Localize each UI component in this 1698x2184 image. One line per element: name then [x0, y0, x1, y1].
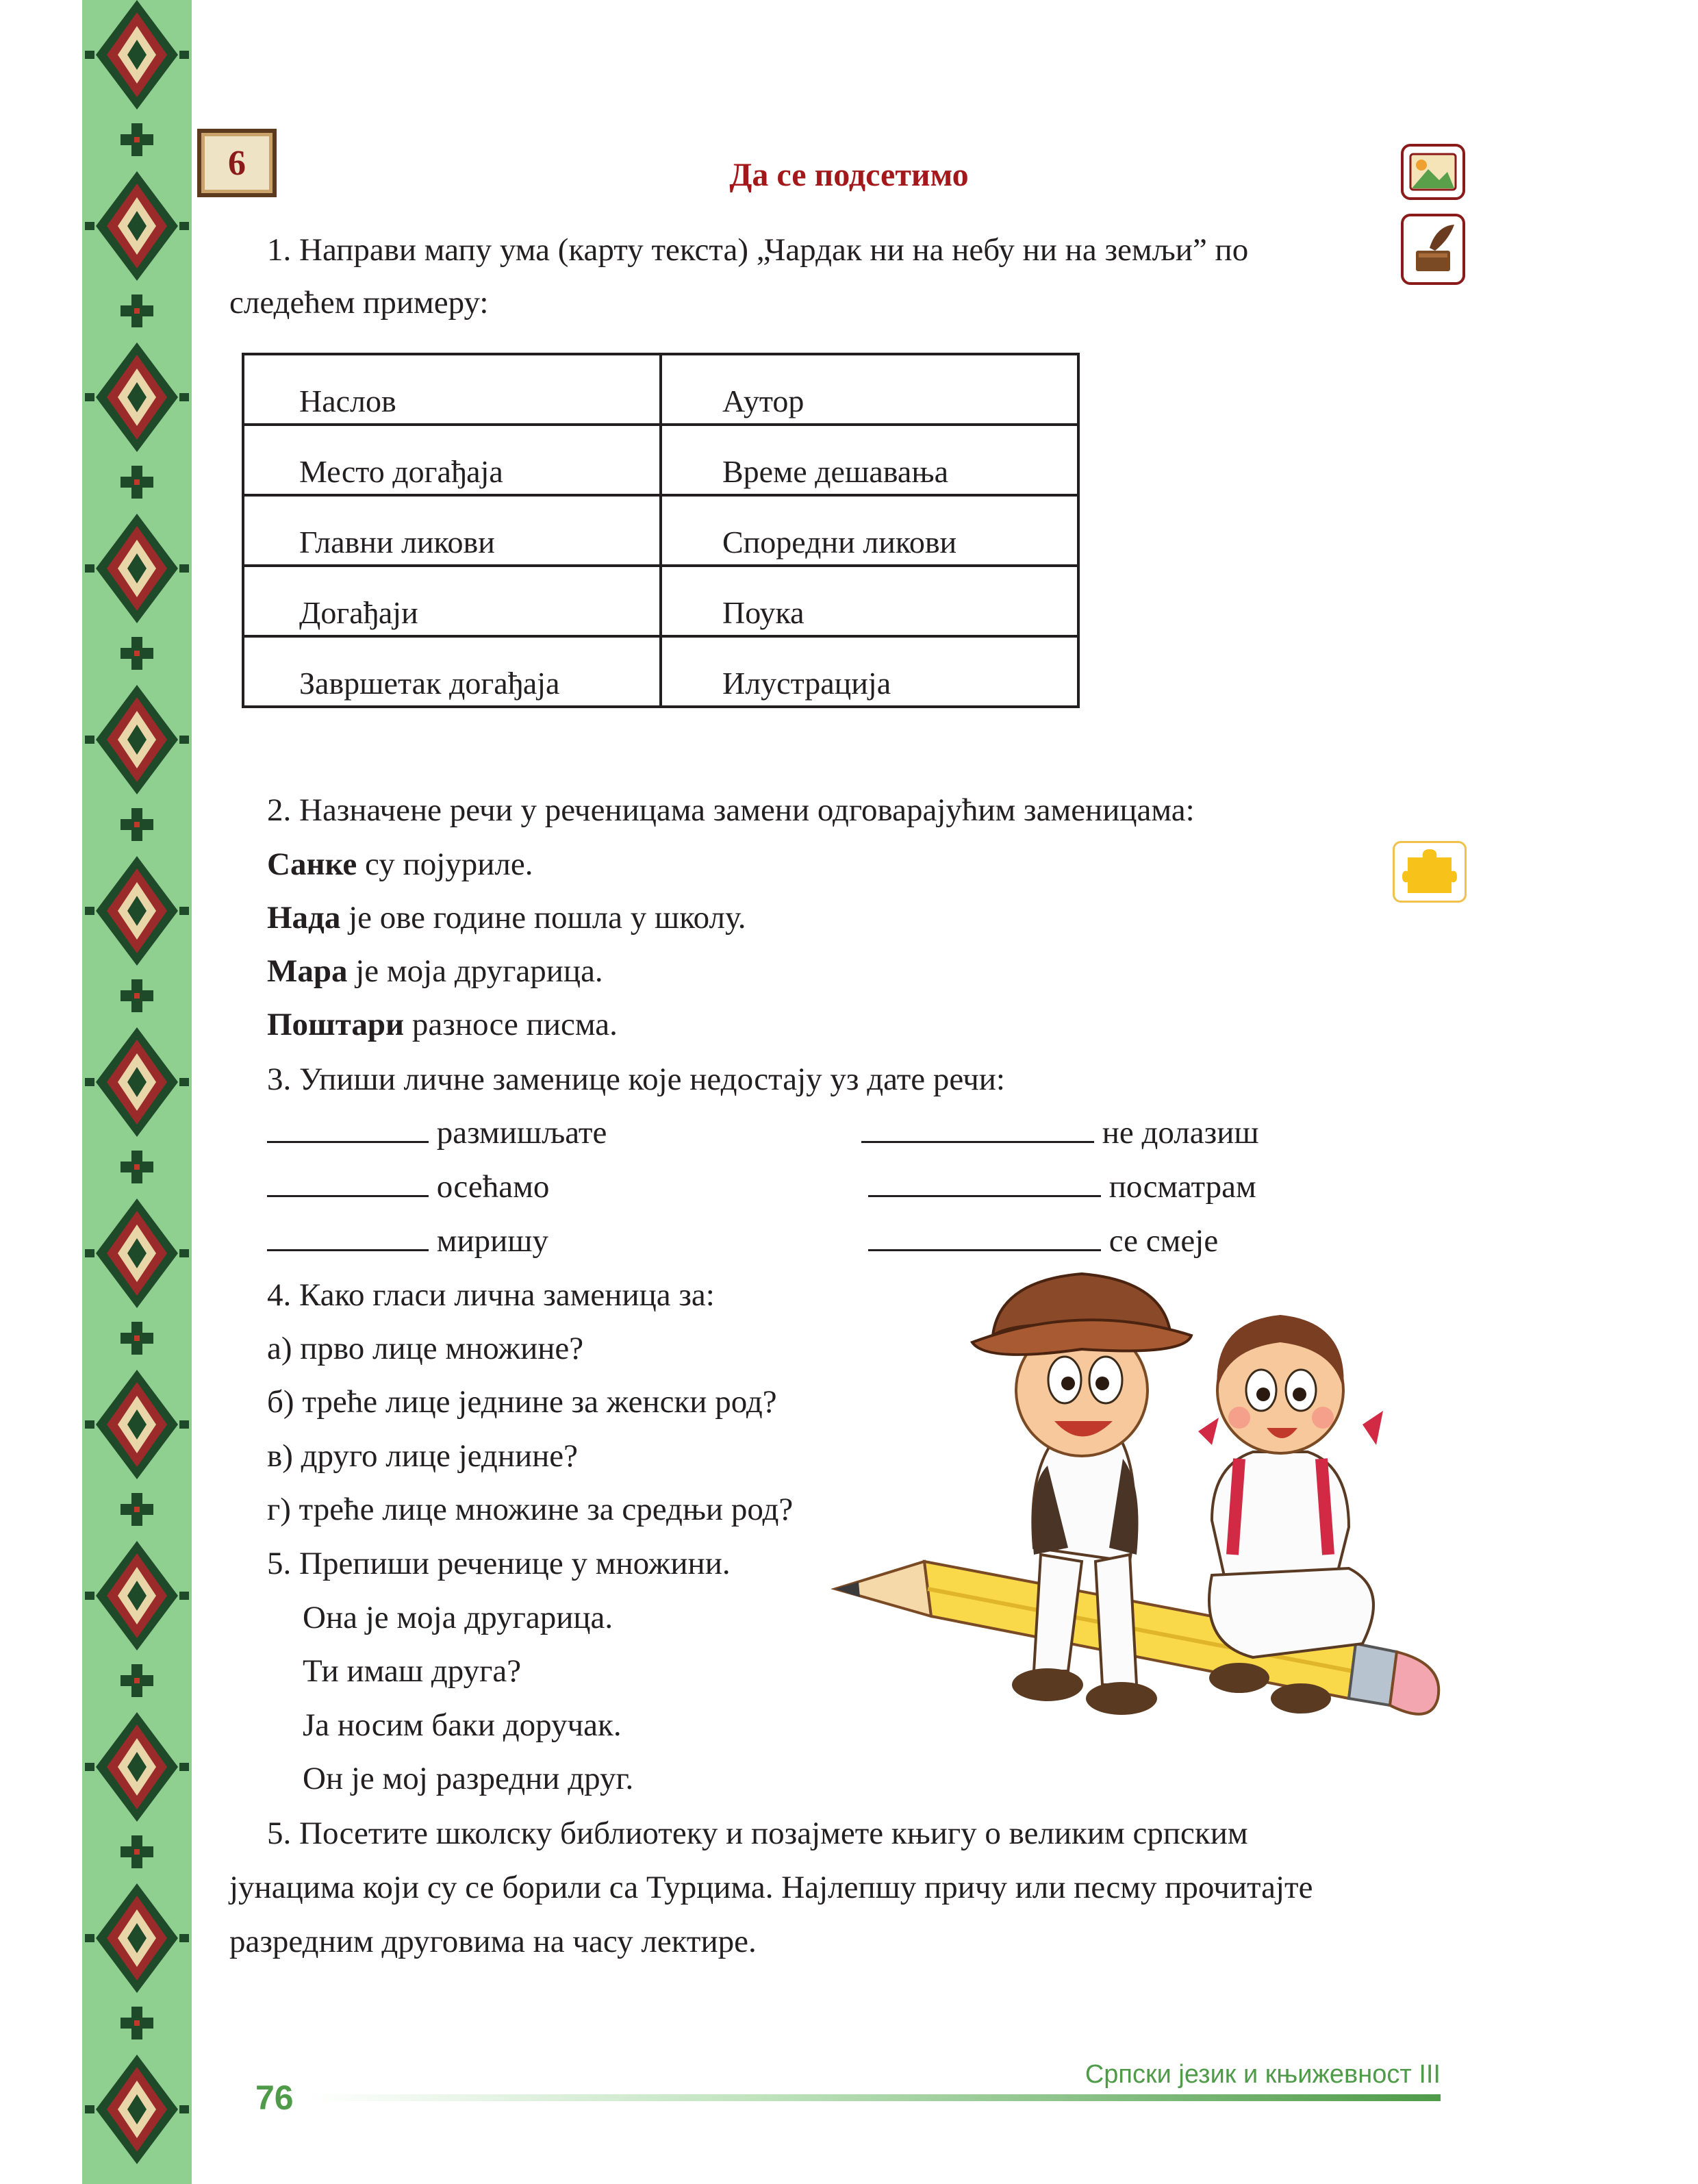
task2-sentence	[267, 890, 746, 945]
task4-item: а) прво лице множине?	[267, 1331, 584, 1366]
task5-intro: 5. Препиши реченице у множини.	[267, 1546, 731, 1581]
table-row	[243, 495, 1078, 566]
table-cell: Аутор	[661, 354, 1078, 425]
sentence-rest: је моја другарица.	[347, 953, 603, 989]
task2-sentence	[267, 944, 603, 999]
section-heading: Да се подсетимо	[729, 157, 969, 193]
table-cell: Споредни ликови	[661, 495, 1078, 566]
table-cell: Место догађаја	[243, 425, 661, 495]
table-cell: Догађаји	[243, 566, 661, 636]
sentence-rest: је ове године пошла у школу.	[340, 900, 746, 936]
task4-item: г) треће лице множине за средњи род?	[267, 1492, 794, 1527]
table-cell: Наслов	[243, 354, 661, 425]
table-row	[243, 566, 1078, 636]
task3-intro: 3. Упиши личне заменице које недостају уз дате речи:	[267, 1062, 1005, 1097]
fill-in-row	[861, 1105, 1259, 1160]
answer-blank[interactable]	[868, 1219, 1101, 1251]
task1-line1: 1. Направи мапу ума (карту текста) „Чардак ни на небу ни на земљи” по	[267, 232, 1249, 268]
lesson-number: 6	[228, 143, 246, 183]
task5-item: Ти имаш друга?	[303, 1653, 522, 1689]
verb-text: осећамо	[436, 1169, 550, 1205]
task4-intro: 4. Како гласи лична заменица за:	[267, 1277, 715, 1313]
footer-rule	[308, 2094, 1441, 2101]
task4-item: б) треће лице једнине за женски род?	[267, 1384, 777, 1420]
task5-item: Она је моја другарица.	[303, 1600, 613, 1635]
page-number: 76	[255, 2079, 294, 2117]
table-row	[243, 636, 1078, 707]
highlighted-word: Мара	[267, 953, 348, 989]
task6-line1: 5. Посетите школску библиотеку и позајмете књигу о великим српским	[267, 1816, 1248, 1851]
task4-item: в) друго лице једнине?	[267, 1438, 579, 1474]
highlighted-word: Нада	[267, 900, 341, 936]
sentence-rest: разносе писма.	[404, 1007, 618, 1042]
fill-in-row	[267, 1214, 548, 1268]
sentence-rest: су појуриле.	[357, 846, 533, 882]
highlighted-word: Поштари	[267, 1007, 405, 1042]
children-on-pencil-illustration	[828, 1260, 1472, 1781]
answer-blank[interactable]	[267, 1219, 429, 1251]
table-cell: Главни ликови	[243, 495, 661, 566]
book-title: Српски језик и књижевност III	[1085, 2060, 1441, 2089]
highlighted-word: Санке	[267, 846, 357, 882]
fill-in-row	[267, 1105, 607, 1160]
task1-line2: следећем примеру:	[229, 285, 489, 321]
mind-map-table	[242, 353, 1080, 708]
task2-sentence	[267, 997, 618, 1052]
verb-text: посматрам	[1108, 1169, 1256, 1205]
verb-text: миришу	[436, 1223, 548, 1259]
task5-item: Он је мој разредни друг.	[303, 1761, 634, 1796]
table-cell: Поука	[661, 566, 1078, 636]
puzzle-icon	[1393, 841, 1467, 903]
answer-blank[interactable]	[861, 1111, 1094, 1143]
answer-blank[interactable]	[267, 1111, 429, 1143]
verb-text: размишљате	[436, 1115, 607, 1151]
table-row	[243, 354, 1078, 425]
task6-line2: јунацима који су се борили са Турцима. Најлепшу причу или песму прочитајте	[229, 1870, 1313, 1905]
verb-text: се смеје	[1108, 1223, 1219, 1259]
table-cell: Завршетак догађаја	[243, 636, 661, 707]
table-cell: Илустрација	[661, 636, 1078, 707]
decorative-border	[82, 0, 192, 2184]
fill-in-row	[267, 1159, 549, 1214]
task2-sentence	[267, 837, 533, 892]
picture-icon	[1401, 144, 1465, 200]
fill-in-row	[868, 1159, 1256, 1214]
answer-blank[interactable]	[267, 1165, 429, 1197]
task5-item: Ја носим баки доручак.	[303, 1707, 622, 1743]
task2-intro: 2. Назначене речи у реченицама замени одговарајућим заменицама:	[267, 792, 1195, 828]
table-cell: Време дешавања	[661, 425, 1078, 495]
table-row	[243, 425, 1078, 495]
answer-blank[interactable]	[868, 1165, 1101, 1197]
folk-pattern-icon	[82, 0, 192, 2184]
gramophone-icon	[1401, 214, 1465, 285]
verb-text: не долазиш	[1102, 1115, 1259, 1151]
task6-line3: разредним друговима на часу лектире.	[229, 1924, 757, 1959]
